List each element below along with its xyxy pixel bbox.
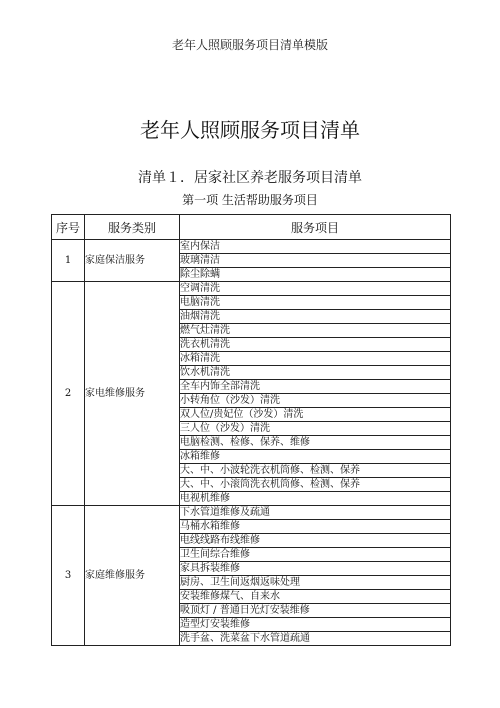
table-header-row: [52, 215, 451, 240]
service-item: 燃气灶清洗: [180, 324, 451, 338]
service-item: 厨房、卫生间返烟返味处理: [180, 576, 451, 590]
service-item: 玻璃清洁: [180, 254, 451, 268]
service-item: 空调清洗: [180, 282, 451, 296]
service-table: [51, 214, 451, 646]
table-row: [52, 506, 451, 520]
page-header: 老年人照顾服务项目清单模版: [171, 38, 328, 52]
service-item: 三人位（沙发）清洗: [180, 422, 451, 436]
column-header-item: 服务项目: [180, 215, 451, 240]
service-item: 除尘除螨: [180, 268, 451, 282]
service-item: 全车内饰全部清洗: [180, 380, 451, 394]
row-number: 3: [52, 506, 85, 646]
service-item: 马桶水箱维修: [180, 520, 451, 534]
service-item: 卫生间综合维修: [180, 548, 451, 562]
service-item: 电脑检测、检修、保养、维修: [180, 436, 451, 450]
table-row: [52, 282, 451, 296]
section-title: 第一项 生活帮助服务项目: [182, 193, 318, 207]
row-number: 1: [52, 240, 85, 282]
service-item: 饮水机清洗: [180, 366, 451, 380]
service-item: 电线线路布线维修: [180, 534, 451, 548]
service-item: 下水管道维修及疏通: [180, 506, 451, 520]
service-category: 家庭维修服务: [85, 506, 180, 646]
service-item: 电视机维修: [180, 492, 451, 506]
service-item: 冰箱清洗: [180, 352, 451, 366]
service-item: 大、中、小滚筒洗衣机筒修、检测、保养: [180, 478, 451, 492]
service-item: 洗手盆、洗菜盆下水管道疏通: [180, 632, 451, 646]
service-category: 家电维修服务: [85, 282, 180, 506]
service-item: 小转角位（沙发）清洗: [180, 394, 451, 408]
service-category: 家庭保洁服务: [85, 240, 180, 282]
column-header-category: 服务类别: [85, 215, 180, 240]
table-row: [52, 240, 451, 254]
column-header-no: 序号: [52, 215, 85, 240]
service-item: 吸顶灯 / 普通日光灯安装维修: [180, 604, 451, 618]
document-title: 老年人照顾服务项目清单: [140, 118, 360, 142]
service-item: 电脑清洗: [180, 296, 451, 310]
list-subtitle: 清单１．居家社区养老服务项目清单: [138, 170, 362, 186]
service-item: 安装维修煤气、自来水: [180, 590, 451, 604]
service-item: 室内保洁: [180, 240, 451, 254]
service-item: 双人位/贵妃位（沙发）清洗: [180, 408, 451, 422]
table-body: [52, 240, 451, 646]
row-number: 2: [52, 282, 85, 506]
service-item: 家具拆装维修: [180, 562, 451, 576]
service-item: 大、中、小波轮洗衣机筒修、检测、保养: [180, 464, 451, 478]
service-item: 洗衣机清洗: [180, 338, 451, 352]
service-item: 油烟清洗: [180, 310, 451, 324]
service-item: 造型灯安装维修: [180, 618, 451, 632]
service-item: 冰箱维修: [180, 450, 451, 464]
